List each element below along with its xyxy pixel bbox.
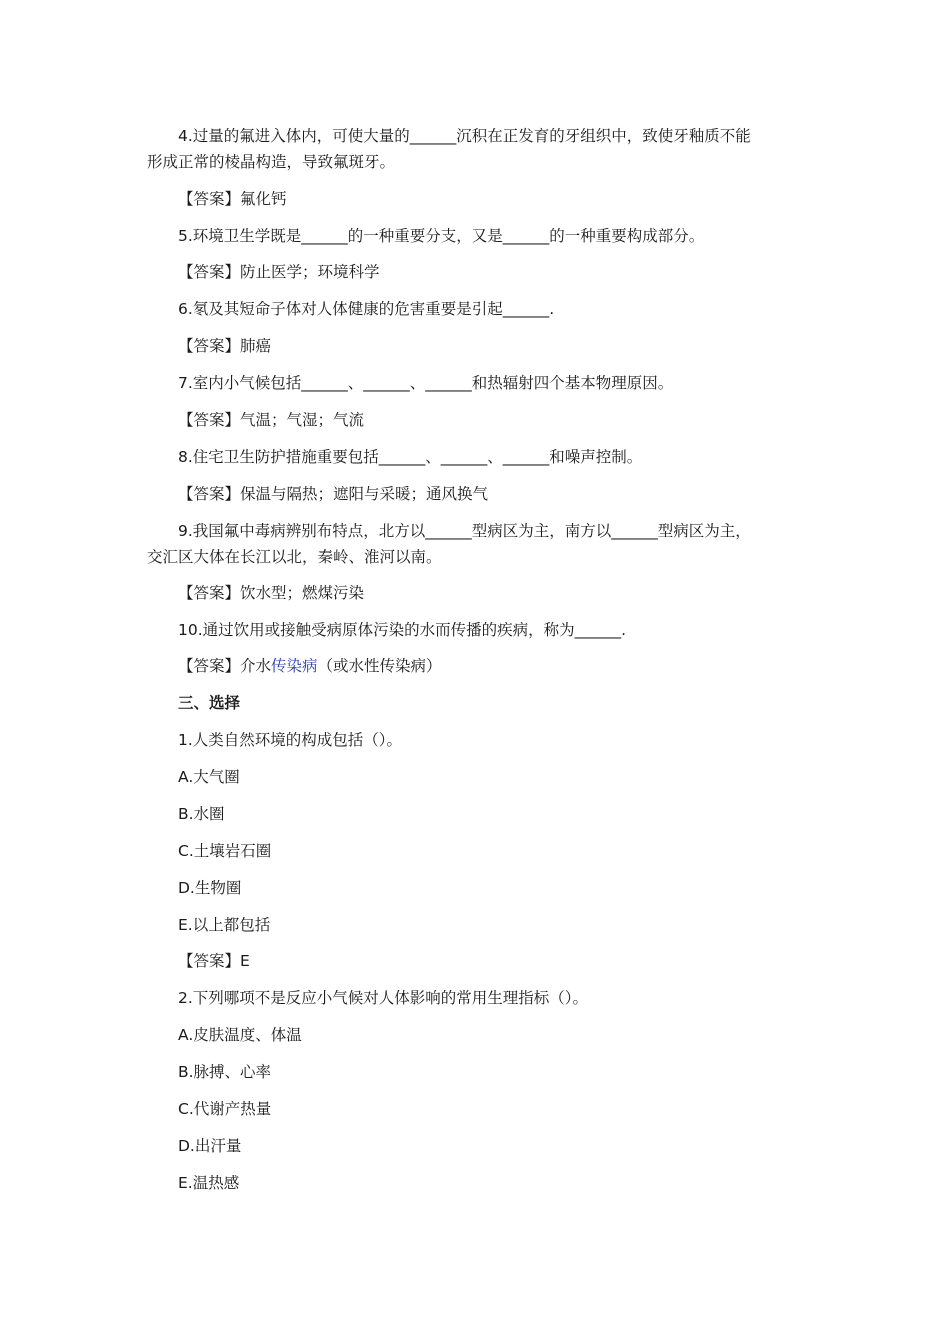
q8-line-1: 8.住宅卫生防护措施重要包括______、______、______和噪声控制。 bbox=[178, 448, 643, 466]
q6-answer: 【答案】肺癌 bbox=[178, 337, 272, 355]
mc1-option-a: A.大气圈 bbox=[178, 768, 240, 786]
mc1-option-e: E.以上都包括 bbox=[178, 916, 271, 934]
q5-line-1: 5.环境卫生学既是______的一种重要分支，又是______的一种重要构成部分。 bbox=[178, 227, 705, 245]
q10-answer bbox=[178, 654, 442, 678]
q10-answer-prefix: 【答案】介水 bbox=[178, 657, 272, 675]
mc2-option-a: A.皮肤温度、体温 bbox=[178, 1026, 302, 1044]
q8-answer: 【答案】保温与隔热；遮阳与采暖；通风换气 bbox=[178, 485, 489, 503]
q4-answer: 【答案】氟化钙 bbox=[178, 190, 287, 208]
mc2-question: 2.下列哪项不是反应小气候对人体影响的常用生理指标（）。 bbox=[178, 989, 589, 1007]
section-3-heading: 三、选择 bbox=[178, 694, 241, 712]
q10-answer-suffix: （或水性传染病） bbox=[317, 657, 442, 675]
q9-answer: 【答案】饮水型；燃煤污染 bbox=[178, 584, 365, 602]
q7-line-1: 7.室内小气候包括______、______、______和热辐射四个基本物理原因。 bbox=[178, 374, 674, 392]
mc2-option-c: C.代谢产热量 bbox=[178, 1100, 272, 1118]
mc1-answer: 【答案】E bbox=[178, 952, 250, 970]
q6-line-1: 6.氡及其短命子体对人体健康的危害重要是引起______. bbox=[178, 300, 555, 318]
q10-line-1: 10.通过饮用或接触受病原体污染的水而传播的疾病，称为______. bbox=[178, 621, 627, 639]
q7-answer: 【答案】气温；气湿；气流 bbox=[178, 411, 365, 429]
mc2-option-b: B.脉搏、心率 bbox=[178, 1063, 272, 1081]
mc1-question: 1.人类自然环境的构成包括（）。 bbox=[178, 731, 403, 749]
mc1-option-b: B.水圈 bbox=[178, 805, 225, 823]
infectious-disease-link[interactable]: 传染病 bbox=[271, 657, 318, 675]
mc1-option-c: C.土壤岩石圈 bbox=[178, 842, 272, 860]
q4-line-1: 4.过量的氟进入体内，可使大量的______沉积在正发育的牙组织中，致使牙釉质不能 bbox=[178, 127, 751, 145]
mc2-option-e: E.温热感 bbox=[178, 1174, 240, 1192]
q4-line-2: 形成正常的棱晶构造，导致氟斑牙。 bbox=[147, 153, 396, 171]
q5-answer: 【答案】防止医学；环境科学 bbox=[178, 263, 380, 281]
q9-line-1: 9.我国氟中毒病辨别布特点，北方以______型病区为主，南方以______型病区为主， bbox=[178, 522, 751, 540]
q9-line-2: 交汇区大体在长江以北，秦岭、淮河以南。 bbox=[147, 548, 442, 566]
mc1-option-d: D.生物圈 bbox=[178, 879, 242, 897]
mc2-option-d: D.出汗量 bbox=[178, 1137, 242, 1155]
